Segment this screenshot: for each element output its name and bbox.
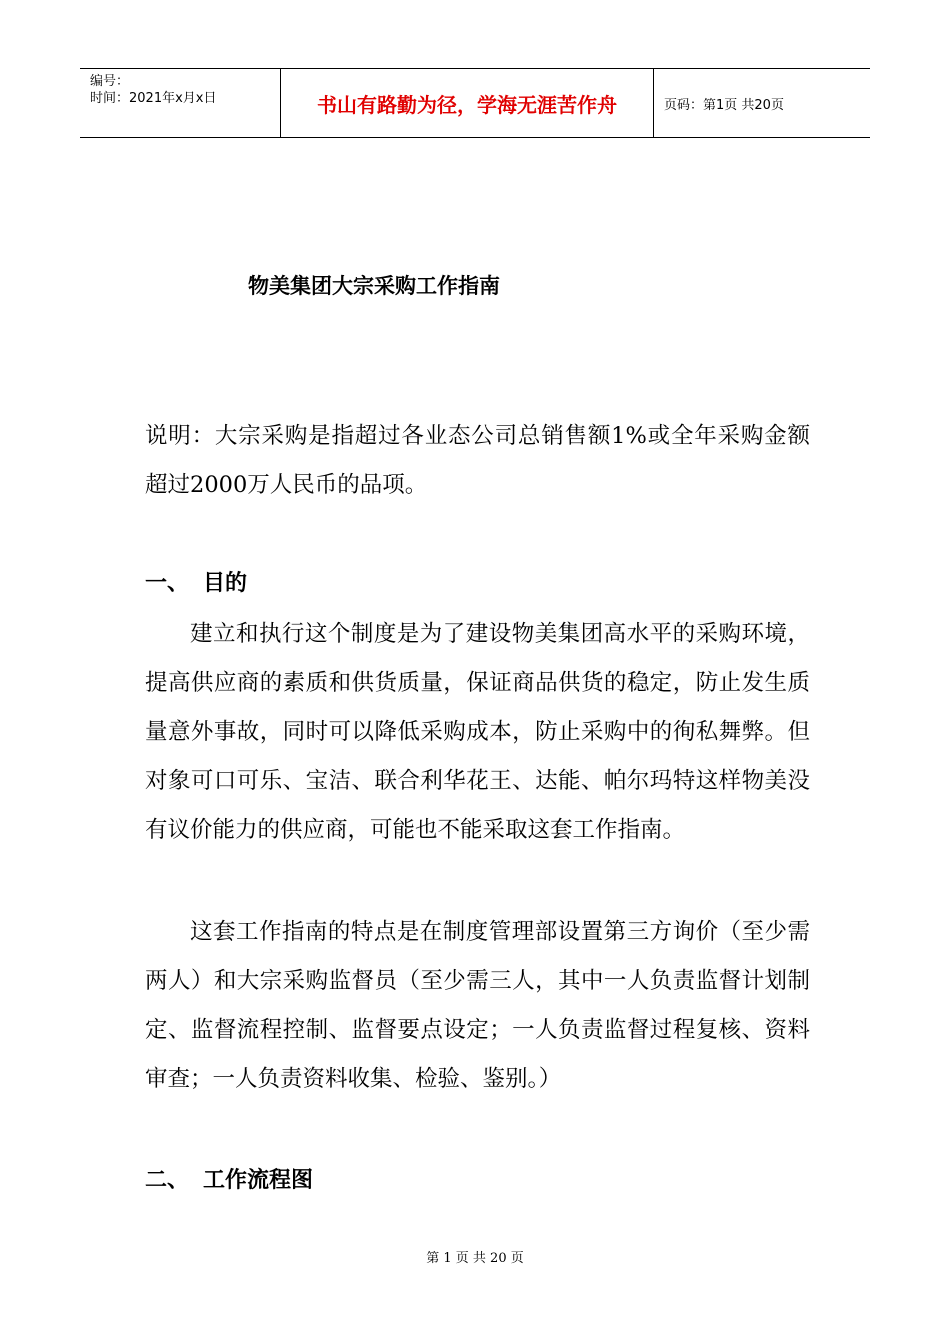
section2-number: 二、 (145, 1168, 190, 1193)
document-title: 物美集团大宗采购工作指南 (248, 274, 500, 298)
note-paragraph: 说明：大宗采购是指超过各业态公司总销售额1%或全年采购金额超过2000万人民币的品项。 (145, 423, 810, 498)
section1-heading (145, 566, 247, 597)
page-header (80, 68, 870, 138)
header-time-label: 时间：2021年x月x日 (90, 91, 217, 106)
section1-title: 目的 (203, 571, 248, 596)
section2-heading (145, 1163, 313, 1194)
section1-paragraph-2: 这套工作指南的特点是在制度管理部设置第三方询价（至少需两人）和大宗采购监督员（至少需三人，其中一人负责监督计划制定、监督流程控制、监督要点设定；一人负责监督过程复核、资料审查；一人负责资料收集、检验、鉴别。） (145, 919, 810, 1092)
section1-number: 一、 (145, 571, 190, 596)
section2-title: 工作流程图 (203, 1168, 314, 1193)
header-meta (80, 69, 281, 137)
header-motto: 书山有路勤为径，学海无涯苦作舟 (281, 69, 654, 137)
header-number-label: 编号： (90, 74, 130, 89)
page-footer: 第 1 页 共 20 页 (426, 1251, 524, 1266)
section1-paragraph-1: 建立和执行这个制度是为了建设物美集团高水平的采购环境，提高供应商的素质和供货质量，保证商品供货的稳定，防止发生质量意外事故，同时可以降低采购成本，防止采购中的徇私舞弊。但对象可口可乐、宝洁、联合利华花王、达能、帕尔玛特这样物美没有议价能力的供应商，可能也不能采取这套工作指南。 (145, 621, 810, 843)
header-page-info: 页码：第1页 共20页 (664, 97, 784, 113)
